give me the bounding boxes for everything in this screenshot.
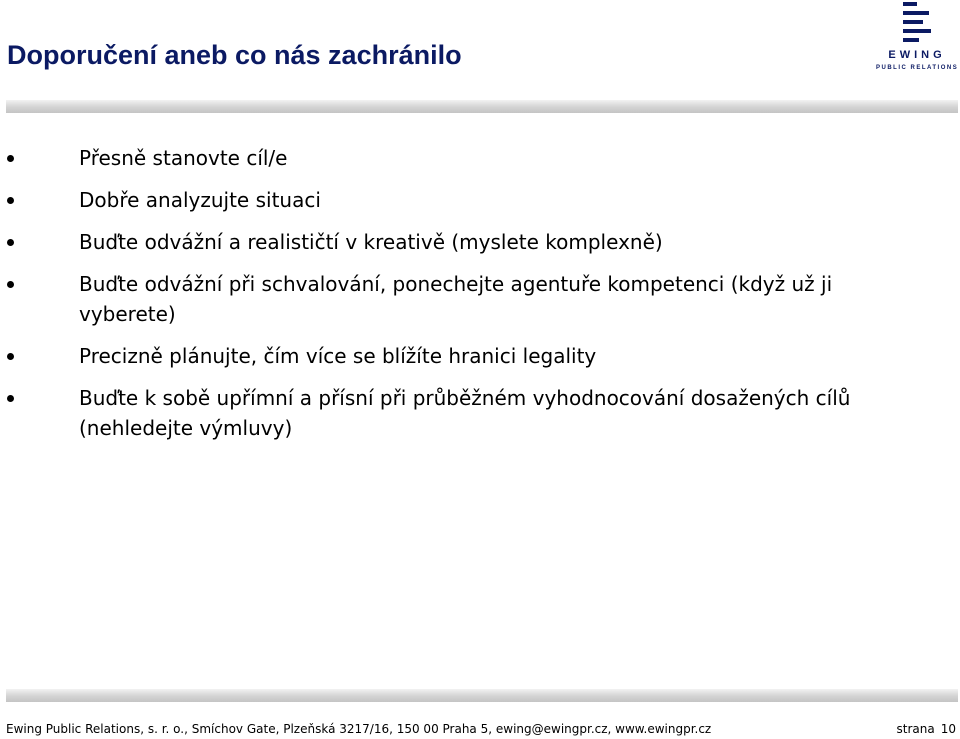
- bullet-text: Precizně plánujte, čím více se blížíte hranici legality: [79, 344, 597, 368]
- bullet-icon: [7, 239, 14, 246]
- bullet-text: Buďte odvážní a realističtí v kreativě (myslete komplexně): [79, 230, 663, 254]
- bullet-icon: [7, 281, 14, 288]
- bullet-text: Přesně stanovte cíl/e: [79, 146, 288, 170]
- bullet-icon: [7, 353, 14, 360]
- page-number: 10: [940, 722, 956, 736]
- logo-subtitle: PUBLIC RELATIONS: [876, 65, 959, 71]
- page-label: strana: [896, 722, 935, 736]
- page-indicator: [897, 722, 956, 736]
- bullet-icon: [7, 155, 14, 162]
- bullet-text: Buďte k sobě upřímní a přísní při průběžném vyhodnocování dosažených cílů (nehledejte výmluvy): [79, 386, 851, 440]
- bullet-text: Dobře analyzujte situaci: [79, 188, 321, 212]
- bullet-icon: [7, 395, 14, 402]
- footer-divider: [6, 689, 958, 702]
- bullet-list: [0, 143, 960, 455]
- bullet-icon: [7, 197, 14, 204]
- list-item: [0, 143, 960, 173]
- ewing-logo-mark-icon: [903, 2, 931, 44]
- list-item: [0, 341, 960, 371]
- footer-address: Ewing Public Relations, s. r. o., Smíchov Gate, Plzeňská 3217/16, 150 00 Praha 5, ewing@ewingpr.cz, www.ewingpr.cz: [6, 722, 712, 736]
- list-item: [0, 269, 960, 329]
- list-item: [0, 383, 960, 443]
- list-item: [0, 185, 960, 215]
- ewing-logo: [876, 2, 958, 76]
- bullet-text: Buďte odvážní při schvalování, ponechejte agentuře kompetenci (když už ji vyberete): [79, 272, 833, 326]
- header-divider: [6, 100, 958, 113]
- logo-name: EWING: [888, 49, 946, 61]
- list-item: [0, 227, 960, 257]
- slide-title: Doporučení aneb co nás zachránilo: [7, 40, 462, 70]
